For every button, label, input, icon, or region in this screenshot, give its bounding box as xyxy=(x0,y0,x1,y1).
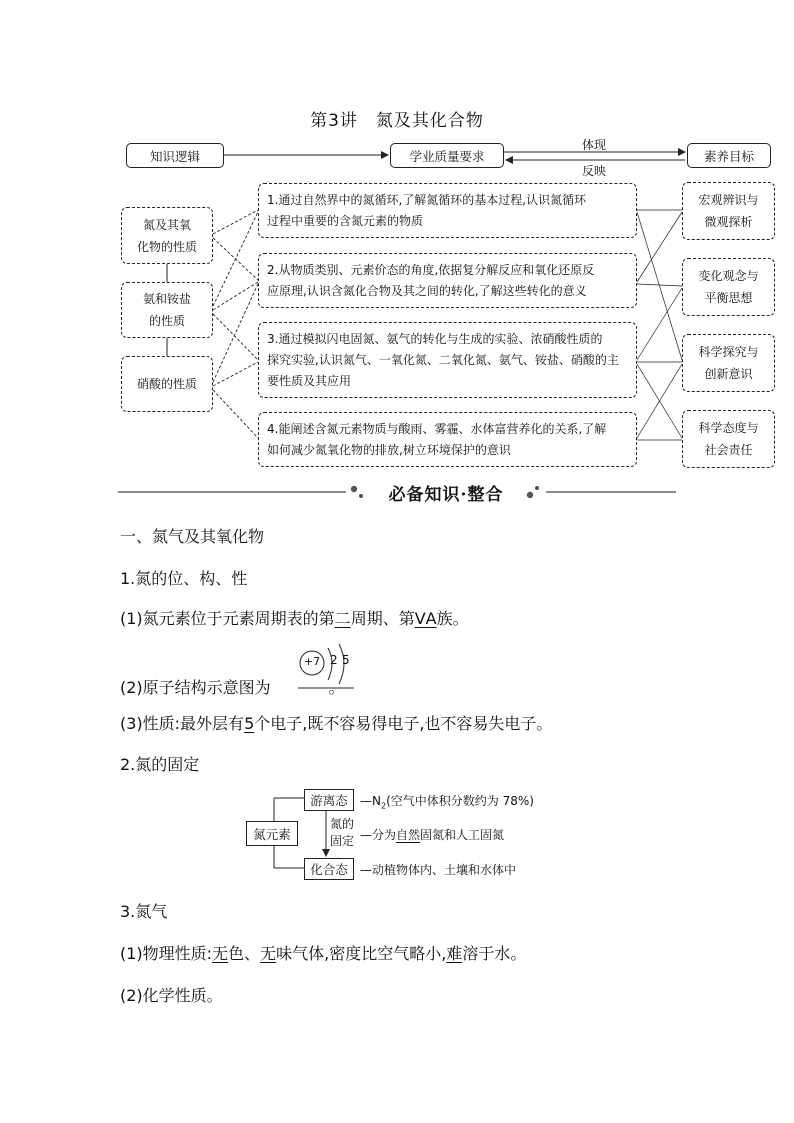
requirement-line: 过程中重要的含氮元素的物质 xyxy=(267,213,424,228)
section-divider xyxy=(118,477,676,507)
quality-requirements-box: 学业质量要求 xyxy=(390,143,504,168)
atom-shell-2: 5 xyxy=(342,653,350,667)
answer-natural: 自然 xyxy=(396,828,421,842)
topic-line: 氮及其氧 xyxy=(142,217,191,232)
subheading-fixation: 2.氮的固定 xyxy=(120,755,200,774)
goal-line: 微观探析 xyxy=(704,215,753,229)
goal-line: 创新意识 xyxy=(704,367,753,381)
concept-map-lines xyxy=(0,0,794,480)
requirement-line: 如何减少氮氧化物的排放,树立环境保护的意识 xyxy=(267,442,511,457)
goal-box-4 xyxy=(682,410,775,468)
subheading-nitrogen-gas: 3.氮气 xyxy=(120,902,168,921)
text-span: (2)原子结构示意图为 xyxy=(120,678,271,697)
knowledge-logic-box: 知识逻辑 xyxy=(126,143,224,168)
requirement-box-2 xyxy=(258,253,637,308)
topic-line: 硝酸的性质 xyxy=(136,377,197,391)
paragraph-chemical-properties: (2)化学性质。 xyxy=(120,986,223,1005)
text-span: (3)性质:最外层有 xyxy=(120,714,245,733)
goal-line: 科学探究与 xyxy=(698,345,759,359)
arrow-label-line: 固定 xyxy=(330,834,355,848)
goal-box-2 xyxy=(682,258,775,316)
paragraph-physical-properties xyxy=(120,941,526,964)
answer-insoluble: 难 xyxy=(446,944,463,963)
paragraph-period-group xyxy=(120,606,469,629)
page-title: 第3讲 氮及其化合物 xyxy=(310,111,484,131)
arrow-label-embody: 体现 xyxy=(582,138,607,152)
atom-nucleus: +7 xyxy=(303,655,321,668)
topic-line: 的性质 xyxy=(148,314,185,328)
topic-line: 氨和铵盐 xyxy=(142,292,191,306)
goal-line: 平衡思想 xyxy=(704,291,753,305)
requirement-line: 1.通过自然界中的氮循环,了解氮循环的基本过程,认识氮循环 xyxy=(267,192,587,207)
goal-line: 社会责任 xyxy=(704,443,753,457)
text-span: 。 xyxy=(328,678,345,697)
topic-box-ammonia xyxy=(121,282,213,338)
answer-odorless: 无 xyxy=(260,944,277,963)
answer-electrons: 5 xyxy=(244,714,255,733)
topic-box-nitric-acid xyxy=(121,356,213,412)
fixation-type-note xyxy=(360,826,504,843)
combined-state-note: —动植物体内、土壤和水体中 xyxy=(360,863,517,877)
combined-state-box: 化合态 xyxy=(304,858,354,880)
text-span: (1)氮元素位于元素周期表的第 xyxy=(120,609,335,628)
text-span: 周期、第 xyxy=(350,609,415,628)
free-state-note xyxy=(360,792,534,810)
goal-box-1 xyxy=(682,182,775,240)
requirement-line: 探究实验,认识氮气、一氧化氮、二氧化氮、氨气、铵盐、硝酸的主 xyxy=(267,352,619,367)
requirement-line: 3.通过模拟闪电固氮、氨气的转化与生成的实验、浓硝酸性质的 xyxy=(267,331,603,346)
requirement-line: 2.从物质类别、元素价态的角度,依据复分解反应和氧化还原反 xyxy=(267,262,595,277)
text-span: (空气中体积分数约为 78%) xyxy=(386,794,534,808)
subheading-position: 1.氮的位、构、性 xyxy=(120,569,248,588)
text-span: 个电子,既不容易得电子,也不容易失电子。 xyxy=(254,714,553,733)
requirement-box-4 xyxy=(258,412,637,467)
literacy-goals-box: 素养目标 xyxy=(687,143,771,168)
arrow-label-line: 氮的 xyxy=(330,817,355,831)
heading-nitrogen-oxides: 一、氮气及其氧化物 xyxy=(120,527,265,546)
text-span: 溶于水。 xyxy=(462,944,527,963)
fixation-root-box: 氮元素 xyxy=(246,821,298,846)
atom-shell-1: 2 xyxy=(330,653,338,667)
text-span: 族。 xyxy=(436,609,469,628)
paragraph-properties xyxy=(120,711,552,734)
fixation-arrow-label xyxy=(330,816,354,850)
requirement-line: 要性质及其应用 xyxy=(267,373,352,388)
free-state-box: 游离态 xyxy=(304,789,354,811)
requirement-line: 应原理,认识含氮化合物及其之间的转化,了解这些转化的意义 xyxy=(267,283,587,298)
answer-group: ⅤA xyxy=(414,609,437,628)
answer-period: 二 xyxy=(334,609,351,628)
topic-box-nitrogen-oxides xyxy=(121,207,213,264)
text-span: 色、 xyxy=(228,944,261,963)
requirement-box-3 xyxy=(258,322,637,398)
atomic-structure-diagram xyxy=(296,640,358,692)
arrow-label-reflect: 反映 xyxy=(582,164,607,178)
subscript: 2 xyxy=(380,801,387,811)
goal-line: 宏观辨识与 xyxy=(698,193,759,207)
goal-line: 变化观念与 xyxy=(698,269,759,283)
answer-colorless: 无 xyxy=(212,944,229,963)
text-span: —N xyxy=(360,794,381,808)
goal-line: 科学态度与 xyxy=(698,421,759,435)
text-span: 固氮和人工固氮 xyxy=(420,828,505,842)
text-span: 味气体,密度比空气略小, xyxy=(276,944,447,963)
requirement-box-1 xyxy=(258,183,637,238)
requirement-line: 4.能阐述含氮元素物质与酸雨、雾霾、水体富营养化的关系,了解 xyxy=(267,421,607,436)
text-span: (1)物理性质: xyxy=(120,944,213,963)
section-title: 必备知识·整合 xyxy=(388,485,504,505)
goal-box-3 xyxy=(682,334,775,392)
topic-line: 化物的性质 xyxy=(136,239,197,254)
text-span: —分为 xyxy=(360,828,397,842)
